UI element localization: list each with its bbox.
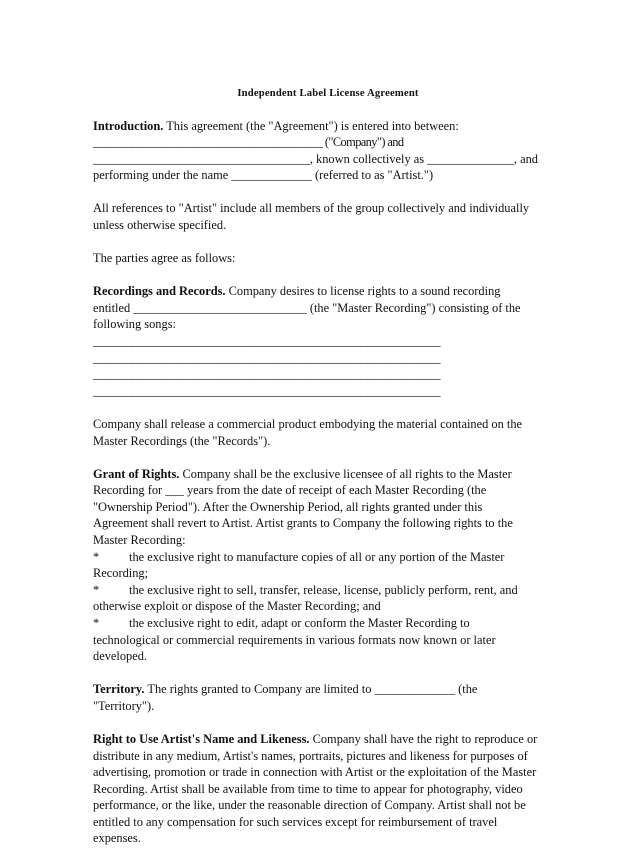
grant-line-2: Recording for ___ years from the date of receipt of each Master Recording (the — [93, 483, 487, 498]
intro-line-1: This agreement (the "Agreement") is entered into between: — [163, 118, 459, 133]
song-blank-line-3: ______________________________________________________________ — [93, 367, 440, 382]
territory-heading: Territory. — [93, 682, 145, 697]
bullet-2-continuation: otherwise exploit or dispose of the Master Recording; and — [93, 599, 381, 614]
bullet-3-continuation: technological or commercial requirements in various formats now known or later — [93, 632, 496, 647]
bullet-item — [93, 582, 563, 599]
grant-heading: Grant of Rights. — [93, 466, 180, 481]
grant-section — [93, 466, 563, 665]
artist-refs-line-2: unless otherwise specified. — [93, 218, 227, 233]
document-page — [93, 86, 563, 864]
intro-section — [93, 118, 563, 184]
territory-line-1: The rights granted to Company are limited to _____________ (the — [144, 682, 478, 697]
grant-line-5: Master Recording: — [93, 532, 186, 547]
likeness-section — [93, 731, 563, 847]
likeness-line-1: Company shall have the right to reproduce or — [309, 731, 538, 746]
parties-text: The parties agree as follows: — [93, 251, 236, 266]
grant-line-4: Agreement shall revert to Artist. Artist grants to Company the following rights to the — [93, 516, 513, 531]
territory-line-2: "Territory"). — [93, 698, 155, 713]
artist-refs-line-1: All references to "Artist" include all members of the group collectively and individually — [93, 201, 530, 216]
likeness-line-5: performance, or the like, under the reasonable direction of Company. Artist shall not be — [93, 798, 526, 813]
grant-line-3: "Ownership Period"). After the Ownership Period, all rights granted under this — [93, 499, 483, 514]
grant-line-1: Company shall be the exclusive licensee of all rights to the Master — [179, 466, 512, 481]
bullet-mark: * — [93, 615, 100, 630]
bullet-3-text: the exclusive right to edit, adapt or conform the Master Recording to — [129, 615, 470, 630]
artist-references-paragraph — [93, 200, 563, 233]
bullet-item — [93, 615, 563, 632]
bullet-mark: * — [93, 582, 100, 597]
intro-heading: Introduction. — [93, 118, 164, 133]
likeness-line-7: expenses. — [93, 831, 141, 846]
song-blank-line-1: ______________________________________________________________ — [93, 334, 440, 349]
likeness-line-6: entitled to any compensation for such services except for reimbursement of travel — [93, 814, 498, 829]
recordings-line-1: Company desires to license rights to a sound recording — [225, 284, 501, 299]
bullet-item — [93, 549, 563, 566]
bullet-3-continuation-2: developed. — [93, 649, 148, 664]
bullet-1-text: the exclusive right to manufacture copies of all or any portion of the Master — [129, 549, 505, 564]
document-title: Independent Label License Agreement — [237, 88, 419, 99]
song-blank-line-4: ______________________________________________________________ — [93, 383, 440, 398]
intro-line-2: _________________________________________ ("Company") and — [93, 135, 404, 150]
likeness-line-2: distribute in any medium, Artist's names, portraits, pictures and likeness for purposes of — [93, 748, 528, 763]
bullet-1-continuation: Recording; — [93, 566, 149, 581]
recordings-line-2: entitled ____________________________ (the "Master Recording") consisting of the — [93, 300, 521, 315]
likeness-line-4: Recording. Artist shall be available from time to time to appear for photography, video — [93, 781, 523, 796]
likeness-line-3: advertising, promotion or trade in connection with Artist or the exploitation of the Master — [93, 765, 537, 780]
bullet-mark: * — [93, 549, 100, 564]
recordings-heading: Recordings and Records. — [93, 284, 226, 299]
recordings-section — [93, 283, 563, 399]
likeness-heading: Right to Use Artist's Name and Likeness. — [93, 731, 310, 746]
song-blank-line-2: ______________________________________________________________ — [93, 350, 440, 365]
intro-line-3: ___________________________________, known collectively as ______________, and — [93, 151, 538, 166]
release-paragraph — [93, 416, 563, 449]
release-line-1: Company shall release a commercial product embodying the material contained on the — [93, 416, 523, 431]
release-line-2: Master Recordings (the "Records"). — [93, 433, 271, 448]
bullet-2-text: the exclusive right to sell, transfer, release, license, publicly perform, rent, and — [129, 582, 518, 597]
recordings-line-3: following songs: — [93, 317, 176, 332]
territory-section — [93, 681, 563, 714]
parties-paragraph — [93, 250, 563, 267]
intro-line-4: performing under the name _____________ (referred to as "Artist.") — [93, 168, 434, 183]
